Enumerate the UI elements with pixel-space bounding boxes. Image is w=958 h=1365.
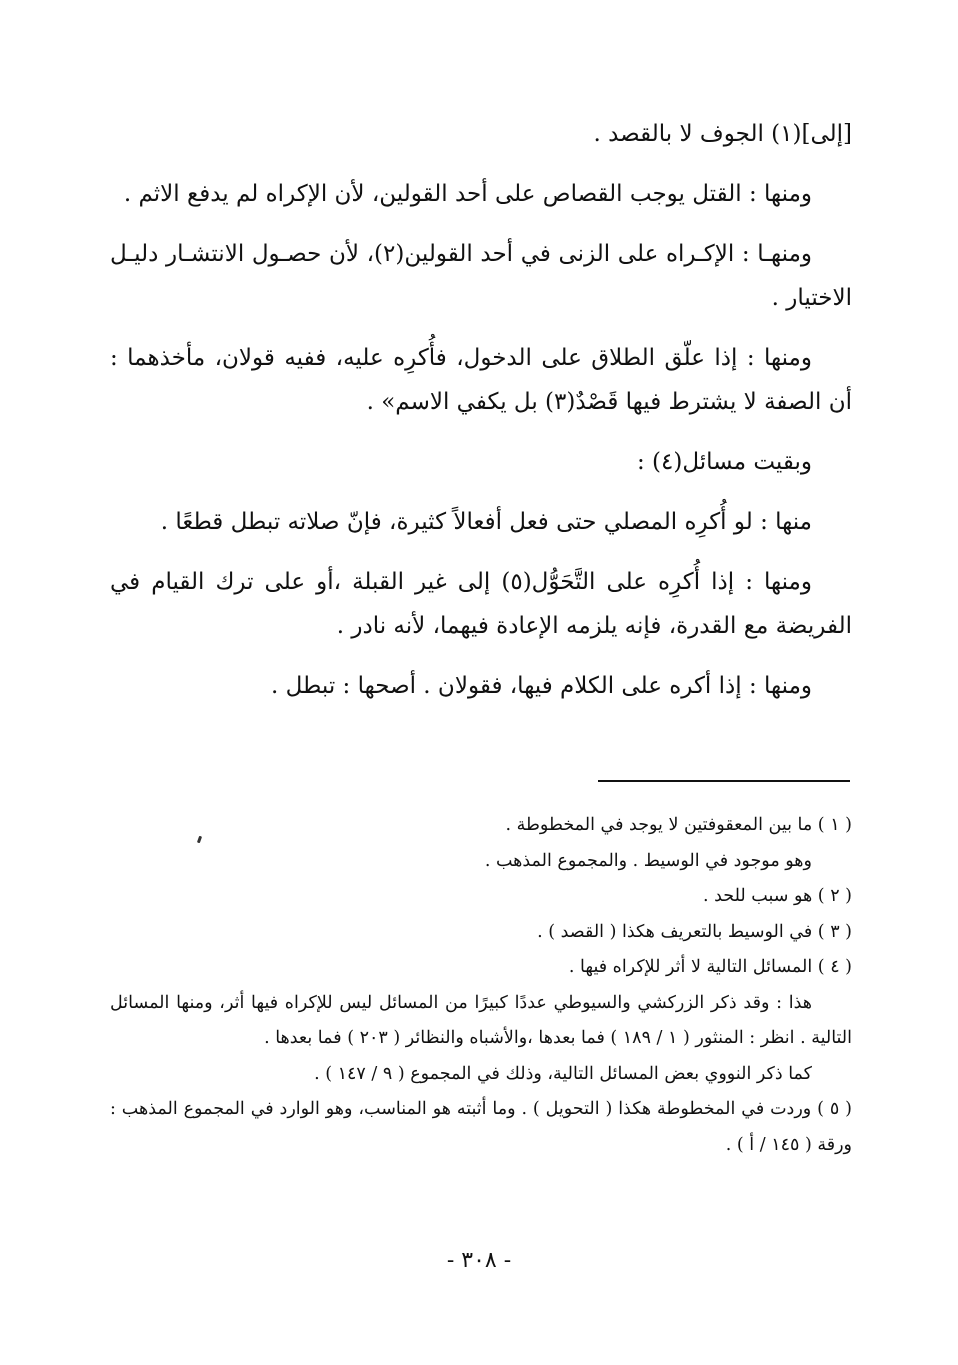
footnote-4-continuation: هذا : وقد ذكر الزركشي والسيوطي عددًا كبيرًا من المسائل ليس للإكراه فيها أثر، ومنها المسائل التالية . انظر : المنثور ( ١ / ١٨٩ ) فما بعدها ،والأشباه والنظائر ( ٢٠٣ ) فما بعدها .: [110, 992, 852, 1048]
main-paragraph-2: ومنها : القتل يوجب القصاص على أحد القولين، لأن الإكراه لم يدفع الاثم .: [123, 181, 812, 207]
main-paragraph-7: ومنها : إذا أُكرِه على التَّحَوُّل(٥) إلى غير القبلة ،أو على ترك القيام في الفريضة مع القدرة، فإنه يلزمه الإعادة فيهما، لأنه نادر .: [110, 569, 852, 639]
footnote-1: ( ١ ) ما بين المعقوفتين لا يوجد في المخطوطة .: [505, 815, 852, 835]
footnote-4: ( ٤ ) المسائل التالية لا أثر للإكراه فيها .: [568, 957, 852, 977]
footnote-4-continuation-2: كما ذكر النووي بعض المسائل التالية، وذلك في المجموع ( ٩ / ١٤٧ ) .: [314, 1063, 812, 1084]
footnote-separator: [598, 780, 850, 782]
footnote-5: ( ٥ ) وردت في المخطوطة هكذا ( التحويل ) . وما أثبته هو المناسب، وهو الوارد في المجموع المذهب : ورقة ( ١٤٥ / أ ) .: [110, 1099, 852, 1155]
footnote-1-continuation: وهو موجود في الوسيط . والمجموع المذهب .: [484, 850, 812, 871]
main-paragraph-4: ومنها : إذا علّق الطلاق على الدخول، فأُكرِه عليه، ففيه قولان، مأخذهما : أن الصفة لا يشترط فيها قَصْدٌ(٣) بل يكفي الاسم» .: [110, 345, 852, 415]
main-paragraph-1: [إلى](١) الجوف لا بالقصد .: [593, 121, 852, 147]
main-paragraph-5: وبقيت مسائل(٤) :: [636, 449, 812, 475]
main-paragraph-8: ومنها : إذا أكره على الكلام فيها، فقولان . أصحها : تبطل .: [271, 673, 812, 699]
footnote-2: ( ٢ ) هو سبب للحد .: [702, 886, 852, 906]
main-paragraph-6: منها : لو أُكرِه المصلي حتى فعل أفعالاً كثيرة، فإنّ صلاته تبطل قطعًا .: [160, 509, 812, 535]
footnote-3: ( ٣ ) في الوسيط بالتعريف هكذا ( القصد ) .: [537, 921, 852, 942]
main-paragraph-3: ومنهـا : الإكـراه على الزنى في أحد القولين(٢)، لأن حصـول الانتشـار دليـل الاختيار .: [110, 241, 852, 311]
footnotes: [110, 808, 852, 1163]
main-text: [110, 112, 852, 724]
page-number: - ٣٠٨ -: [446, 1248, 512, 1273]
